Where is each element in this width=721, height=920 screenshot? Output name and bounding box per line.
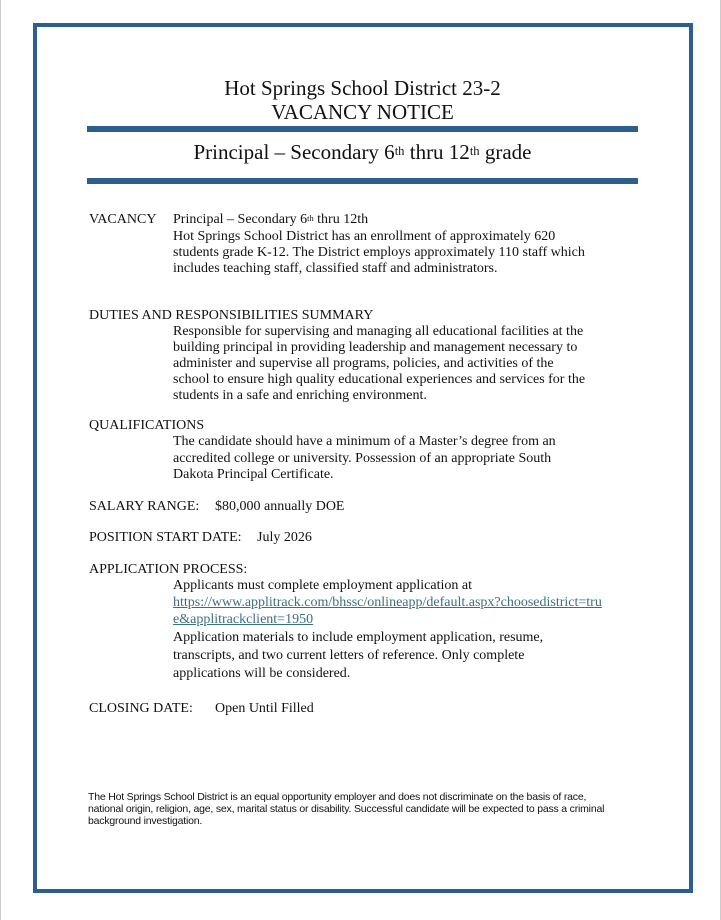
- qualifications-label: QUALIFICATIONS: [89, 418, 205, 433]
- start-date-value: July 2026: [257, 530, 312, 545]
- application-label: APPLICATION PROCESS:: [89, 562, 248, 577]
- superscript: th: [394, 144, 405, 158]
- closing-value: Open Until Filled: [215, 701, 314, 716]
- superscript: th: [307, 214, 314, 223]
- duties-text: administer and supervise all programs, policies, and activities of the: [173, 356, 554, 371]
- application-link[interactable]: e&applitrackclient=1950: [173, 612, 314, 627]
- application-intro: Applicants must complete employment application at: [173, 578, 472, 593]
- position-title-part: Principal – Secondary 6: [193, 140, 395, 164]
- vacancy-title: [173, 212, 368, 228]
- vacancy-title-part: thru 12th: [313, 212, 369, 227]
- application-text: Application materials to include employment application, resume,: [173, 630, 544, 645]
- qualifications-text: The candidate should have a minimum of a Master’s degree from an: [173, 434, 556, 449]
- qualifications-text: accredited college or university. Possession of an appropriate South: [173, 451, 552, 466]
- notice-title: VACANCY NOTICE: [271, 100, 454, 124]
- footer-text: background investigation.: [88, 815, 203, 827]
- vacancy-label: VACANCY: [89, 212, 157, 227]
- salary-value: $80,000 annually DOE: [215, 499, 345, 514]
- start-date-label: POSITION START DATE:: [89, 530, 242, 545]
- position-title: [87, 139, 638, 165]
- application-link[interactable]: https://www.applitrack.com/bhssc/onlineapp/default.aspx?choosedistrict=tru: [173, 595, 602, 610]
- application-text: applications will be considered.: [173, 666, 351, 681]
- divider-top: [87, 126, 638, 132]
- divider-bottom: [87, 178, 638, 184]
- vacancy-text: includes teaching staff, classified staff and administrators.: [173, 261, 498, 276]
- duties-text: students in a safe and enriching environment.: [173, 388, 427, 403]
- duties-text: Responsible for supervising and managing all educational facilities at the: [173, 324, 584, 339]
- vacancy-text: Hot Springs School District has an enrollment of approximately 620: [173, 229, 556, 244]
- district-title: Hot Springs School District 23-2: [224, 76, 501, 100]
- superscript: th: [469, 144, 480, 158]
- duties-text: building principal in providing leadership and management necessary to: [173, 340, 578, 355]
- duties-label: DUTIES AND RESPONSIBILITIES SUMMARY: [89, 308, 374, 323]
- position-title-part: grade: [479, 140, 532, 164]
- salary-label: SALARY RANGE:: [89, 499, 200, 514]
- application-text: transcripts, and two current letters of reference. Only complete: [173, 648, 525, 663]
- position-title-part: thru 12: [404, 140, 470, 164]
- vacancy-text: students grade K-12. The District employs approximately 110 staff which: [173, 245, 585, 260]
- footer-text: The Hot Springs School District is an equal opportunity employer and does not discriminate on the basis of race,: [88, 791, 587, 803]
- vacancy-title-part: Principal – Secondary 6: [173, 212, 308, 227]
- qualifications-text: Dakota Principal Certificate.: [173, 467, 334, 482]
- duties-text: school to ensure high quality educational experiences and services for the: [173, 372, 586, 387]
- closing-label: CLOSING DATE:: [89, 701, 193, 716]
- footer-text: national origin, religion, age, sex, marital status or disability. Successful candidate will be expected to pass a criminal: [88, 803, 605, 815]
